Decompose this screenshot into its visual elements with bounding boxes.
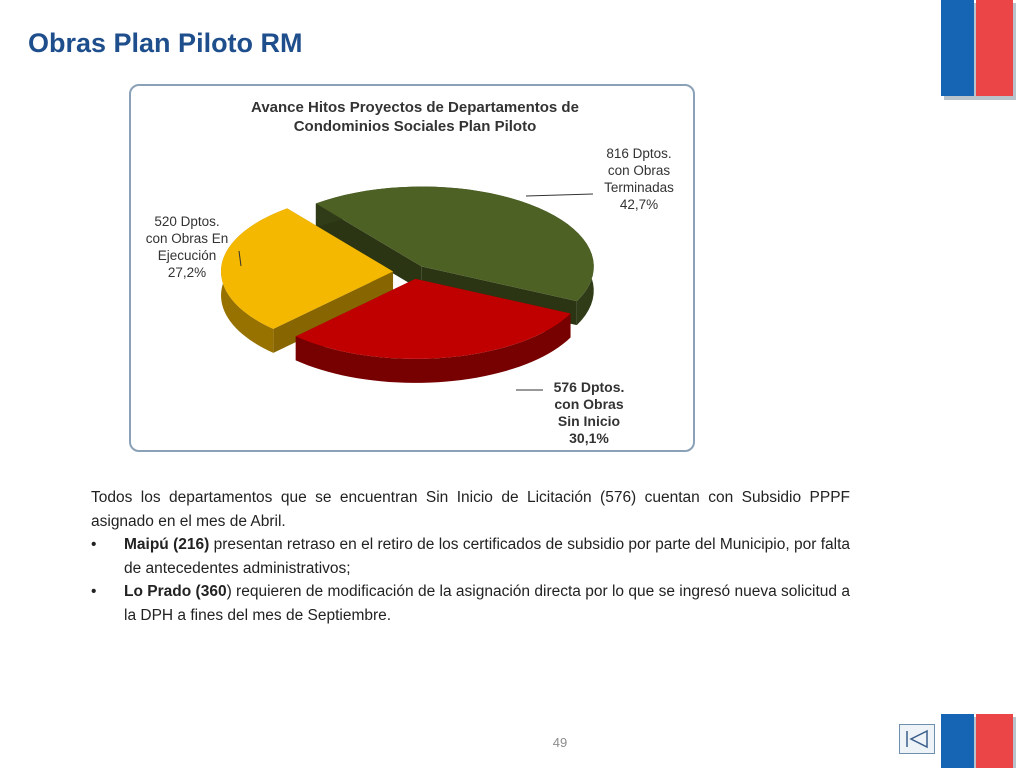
pie-chart (129, 84, 695, 452)
slice-label: 42,7% (619, 197, 659, 212)
bullet-icon: • (91, 536, 97, 553)
bullet-bold: Lo Prado (360 (124, 583, 227, 600)
bullet-icon: • (91, 583, 97, 600)
list-item (91, 533, 850, 580)
list-item (91, 580, 850, 627)
flag-decoration-bottom (941, 714, 1017, 768)
page-title: Obras Plan Piloto RM (28, 28, 303, 58)
slice-label: con Obras En (145, 231, 229, 246)
slice-label: Terminadas (604, 180, 674, 195)
chart-title-line-1: Avance Hitos Proyectos de Departamentos de (251, 99, 579, 116)
bullet-text: ) requieren de modificación de la asignación directa por lo que se ingresó nueva solicitud a la DPH a fines del mes de Septiembre. (124, 583, 850, 624)
first-slide-button[interactable] (899, 724, 935, 754)
slice-label: 816 Dptos. (606, 146, 672, 161)
slice-label: con Obras (554, 396, 624, 412)
slice-label: Ejecución (157, 248, 217, 263)
bullet-text: presentan retraso en el retiro de los certificados de subsidio por parte del Municipio, por falta de antecedentes administrativos; (124, 536, 851, 577)
leader-line (526, 194, 593, 196)
chart-title-line-2: Condominios Sociales Plan Piloto (293, 118, 537, 135)
flag-decoration-top (941, 0, 1017, 100)
slice-label: 520 Dptos. (154, 214, 220, 229)
first-slide-icon (900, 725, 934, 753)
slice-label: con Obras (607, 163, 671, 178)
bullet-bold: Maipú (216) (124, 536, 210, 553)
slice-label: 30,1% (569, 430, 609, 446)
intro-paragraph: Todos los departamentos que se encuentran Sin Inicio de Licitación (576) cuentan con Subsidio PPPF asignado en el mes de Abril. (91, 489, 850, 530)
slice-label: Sin Inicio (557, 413, 621, 429)
page-number: 49 (552, 735, 568, 750)
body-text (91, 486, 850, 627)
pie-slices (221, 187, 594, 383)
slice-label: 576 Dptos. (553, 379, 625, 395)
bullet-list (91, 533, 850, 627)
pie-chart-svg (131, 86, 693, 450)
slice-label: 27,2% (167, 265, 207, 280)
